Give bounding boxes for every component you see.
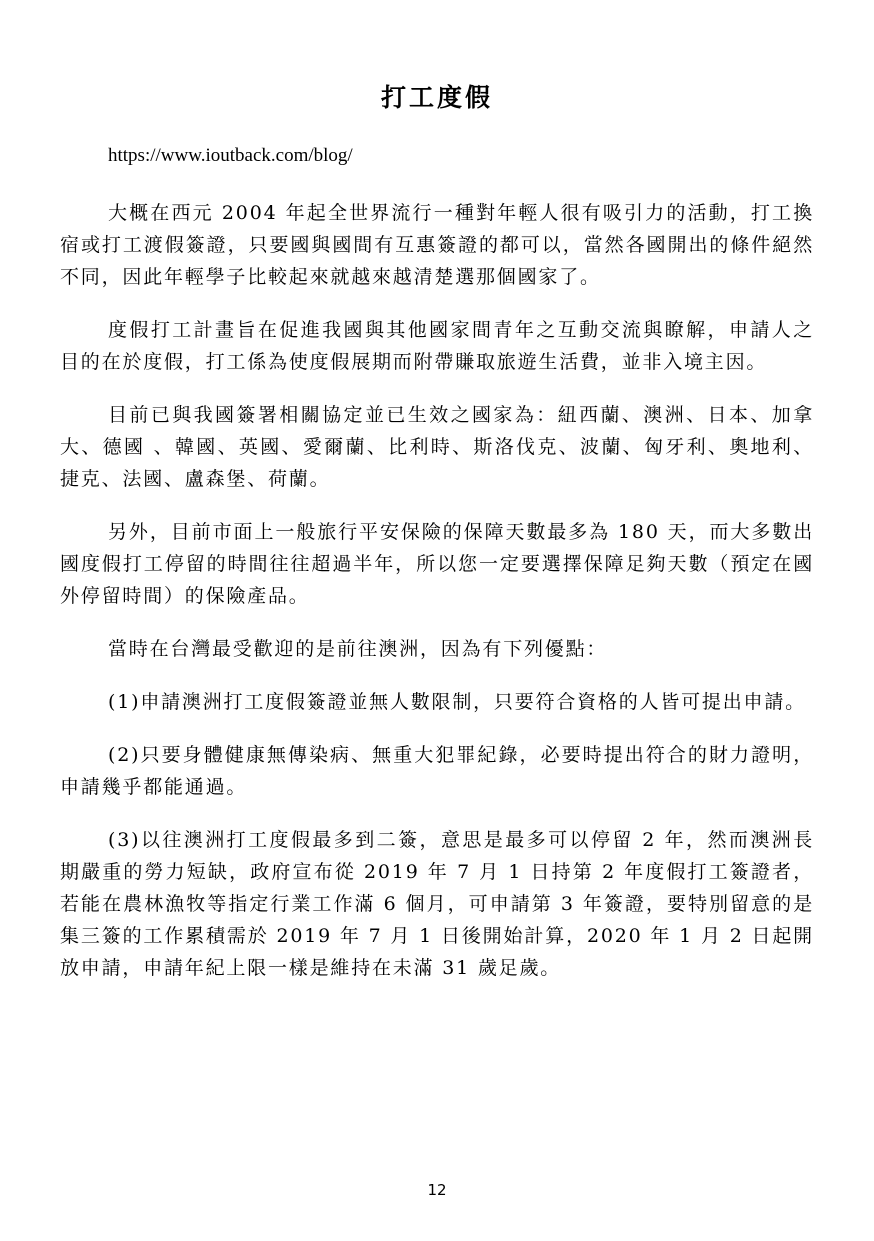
- paragraph-australia: 當時在台灣最受歡迎的是前往澳洲，因為有下列優點：: [108, 638, 608, 660]
- list-item-2: (2)只要身體健康無傳染病、無重大犯罪紀錄，必要時提出符合的財力證明，申請幾乎都能通過。: [60, 744, 814, 798]
- paragraph-insurance: 另外，目前市面上一般旅行平安保險的保障天數最多為 180 天，而大多數出國度假打工停留的時間往往超過半年，所以您一定要選擇保障足夠天數（預定在國外停留時間）的保險產品。: [60, 521, 814, 607]
- list-item-3: (3)以往澳洲打工度假最多到二簽，意思是最多可以停留 2 年，然而澳洲長期嚴重的勞力短缺，政府宣布從 2019 年 7 月 1 日持第 2 年度假打工簽證者，若能在農林漁牧等指定行業工作滿 6 個月，可申請第 3 年簽證，要特別留意的是集三簽的工作累積需於 2019 年 7 月 1 日後開始計算，2020 年 1 月 2 日起開放申請，申請年紀上限一樣是維持在未滿 31 歲足歲。: [60, 829, 814, 979]
- page-title: 打工度假: [380, 83, 493, 112]
- paragraph-countries: 目前已與我國簽署相關協定並已生效之國家為：紐西蘭、澳洲、日本、加拿大、德國 、韓國、英國、愛爾蘭、比利時、斯洛伐克、波蘭、匈牙利、奧地利、捷克、法國、盧森堡、荷蘭。: [60, 404, 814, 490]
- source-url: https://www.ioutback.com/blog/: [108, 145, 353, 166]
- page-number: 12: [427, 1181, 447, 1199]
- paragraph-purpose: 度假打工計畫旨在促進我國與其他國家間青年之互動交流與瞭解，申請人之目的在於度假，打工係為使度假展期而附帶賺取旅遊生活費，並非入境主因。: [60, 319, 814, 373]
- paragraph-intro: 大概在西元 2004 年起全世界流行一種對年輕人很有吸引力的活動，打工換宿或打工渡假簽證，只要國與國間有互惠簽證的都可以，當然各國開出的條件絕然不同，因此年輕學子比較起來就越來越清楚選那個國家了。: [60, 202, 814, 288]
- body-text: [60, 197, 814, 1005]
- list-item-1: (1)申請澳洲打工度假簽證並無人數限制，只要符合資格的人皆可提出申請。: [108, 691, 806, 713]
